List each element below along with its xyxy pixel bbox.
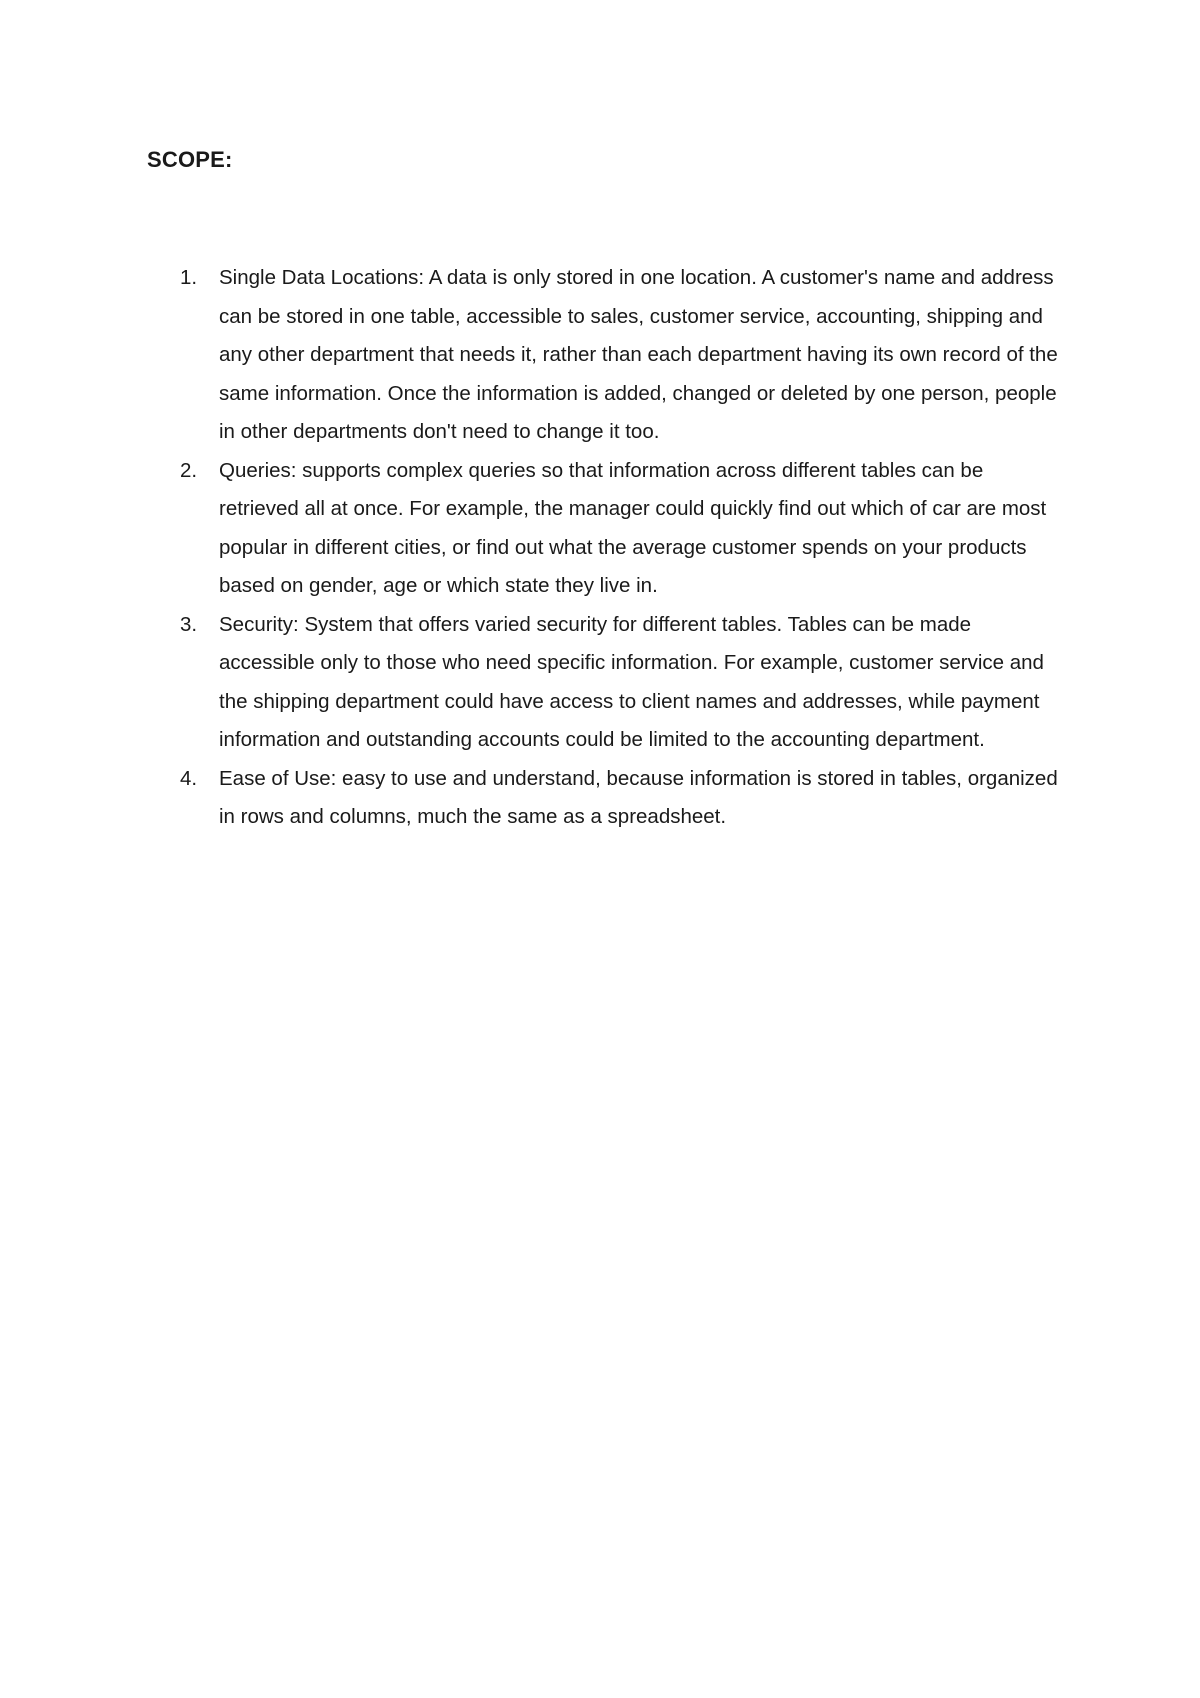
scope-list [147, 259, 1067, 837]
list-item-number: 2. [180, 458, 198, 482]
list-item-number: 4. [180, 766, 198, 790]
list-item-number: 1. [180, 266, 198, 289]
list-item-number: 3. [180, 612, 198, 636]
list-item-queries [147, 452, 1067, 606]
list-item-text: Queries: supports complex queries so that information across different tables can be retrieved all at once. For example, the manager could quickly find out which of car are most popular in different cities, or find out what the average customer spends on your products based on gender, age or which state they live in. [219, 458, 1047, 597]
list-item-text: Ease of Use: easy to use and understand, because information is stored in tables, organized in rows and columns, much the same as a spreadsheet. [219, 766, 1058, 828]
list-item-ease-of-use [147, 760, 1067, 837]
list-item-security [147, 606, 1067, 760]
list-item-text: Single Data Locations: A data is only stored in one location. A customer's name and address can be stored in one table, accessible to sales, customer service, accounting, shipping and any other department that needs it, rather than each department having its own record of the same information. Once the information is added, changed or deleted by one person, people in other departments don't need to change it too. [219, 266, 1058, 443]
list-item-text: Security: System that offers varied security for different tables. Tables can be made accessible only to those who need specific information. For example, customer service and the shipping department could have access to client names and addresses, while payment information and outstanding accounts could be limited to the accounting department. [219, 612, 1044, 751]
section-heading: SCOPE: [147, 147, 233, 172]
list-item-single-data-locations [147, 259, 1067, 452]
